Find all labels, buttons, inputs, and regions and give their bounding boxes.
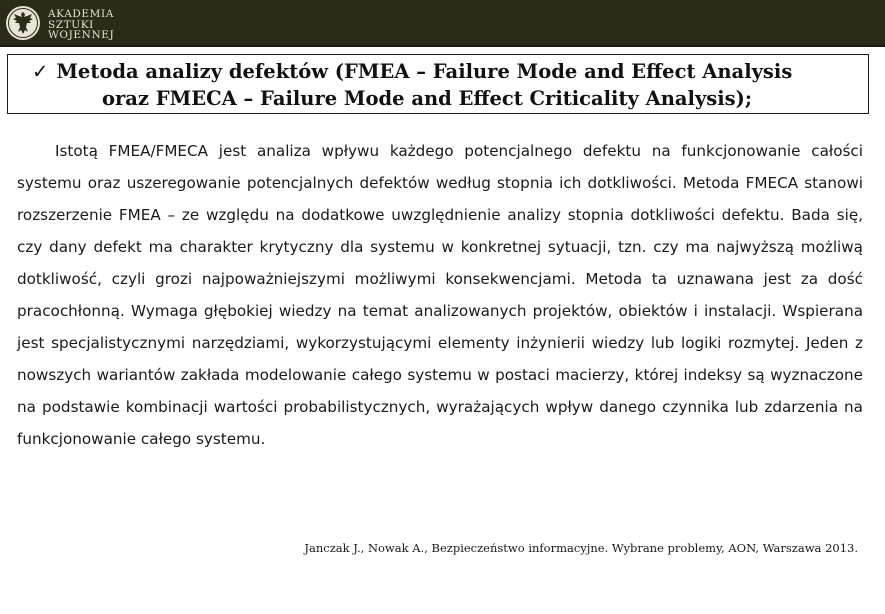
reference-citation: Janczak J., Nowak A., Bezpieczeństwo informacyjne. Wybrane problemy, AON, Warszawa 2013.	[304, 541, 858, 555]
body-paragraph: Istotą FMEA/FMECA jest analiza wpływu każdego potencjalnego defektu na funkcjonowanie całości systemu oraz uszeregowanie potencjalnych defektów według stopnia ich dotkliwości. Metoda FMECA stanowi rozszerzenie FMEA – ze względu na dodatkowe uwzględnienie analizy stopnia dotkliwości defektu. Bada się, czy dany defekt ma charakter krytyczny dla systemu w konkretnej sytuacji, tzn. czy ma najwyższą możliwą dotkliwość, czyli grozi najpoważniejszymi możliwymi konsekwencjami. Metoda ta uznawana jest za dość pracochłonną. Wymaga głębokiej wiedzy na temat analizowanych projektów, obiektów i instalacji. Wspierana jest specjalistycznymi narzędziami, wykorzystującymi elementy inżynierii wiedzy lub logiki rozmytej. Jeden z nowszych wariantów zakłada modelowanie całego systemu w postaci macierzy, której indeksy są wyznaczone na podstawie kombinacji wartości probabilistycznych, wyrażających wpływ danego czynnika lub zdarzenia na funkcjonowanie całego systemu.	[17, 142, 863, 448]
logo-text	[48, 9, 114, 41]
logo-line-3: WOJENNEJ	[48, 29, 115, 41]
title-line-2: oraz FMECA – Failure Mode and Effect Criticality Analysis);	[102, 87, 753, 110]
title-line-1	[32, 60, 792, 83]
eagle-emblem-icon	[5, 5, 41, 41]
logo-line-2: SZTUKI	[48, 18, 94, 31]
check-icon: ✓	[32, 60, 49, 83]
title-box	[7, 54, 869, 114]
header-bar	[0, 0, 885, 47]
title-text-1: Metoda analizy defektów (FMEA – Failure Mode and Effect Analysis	[56, 60, 793, 83]
logo-line-1: AKADEMIA	[48, 8, 114, 20]
